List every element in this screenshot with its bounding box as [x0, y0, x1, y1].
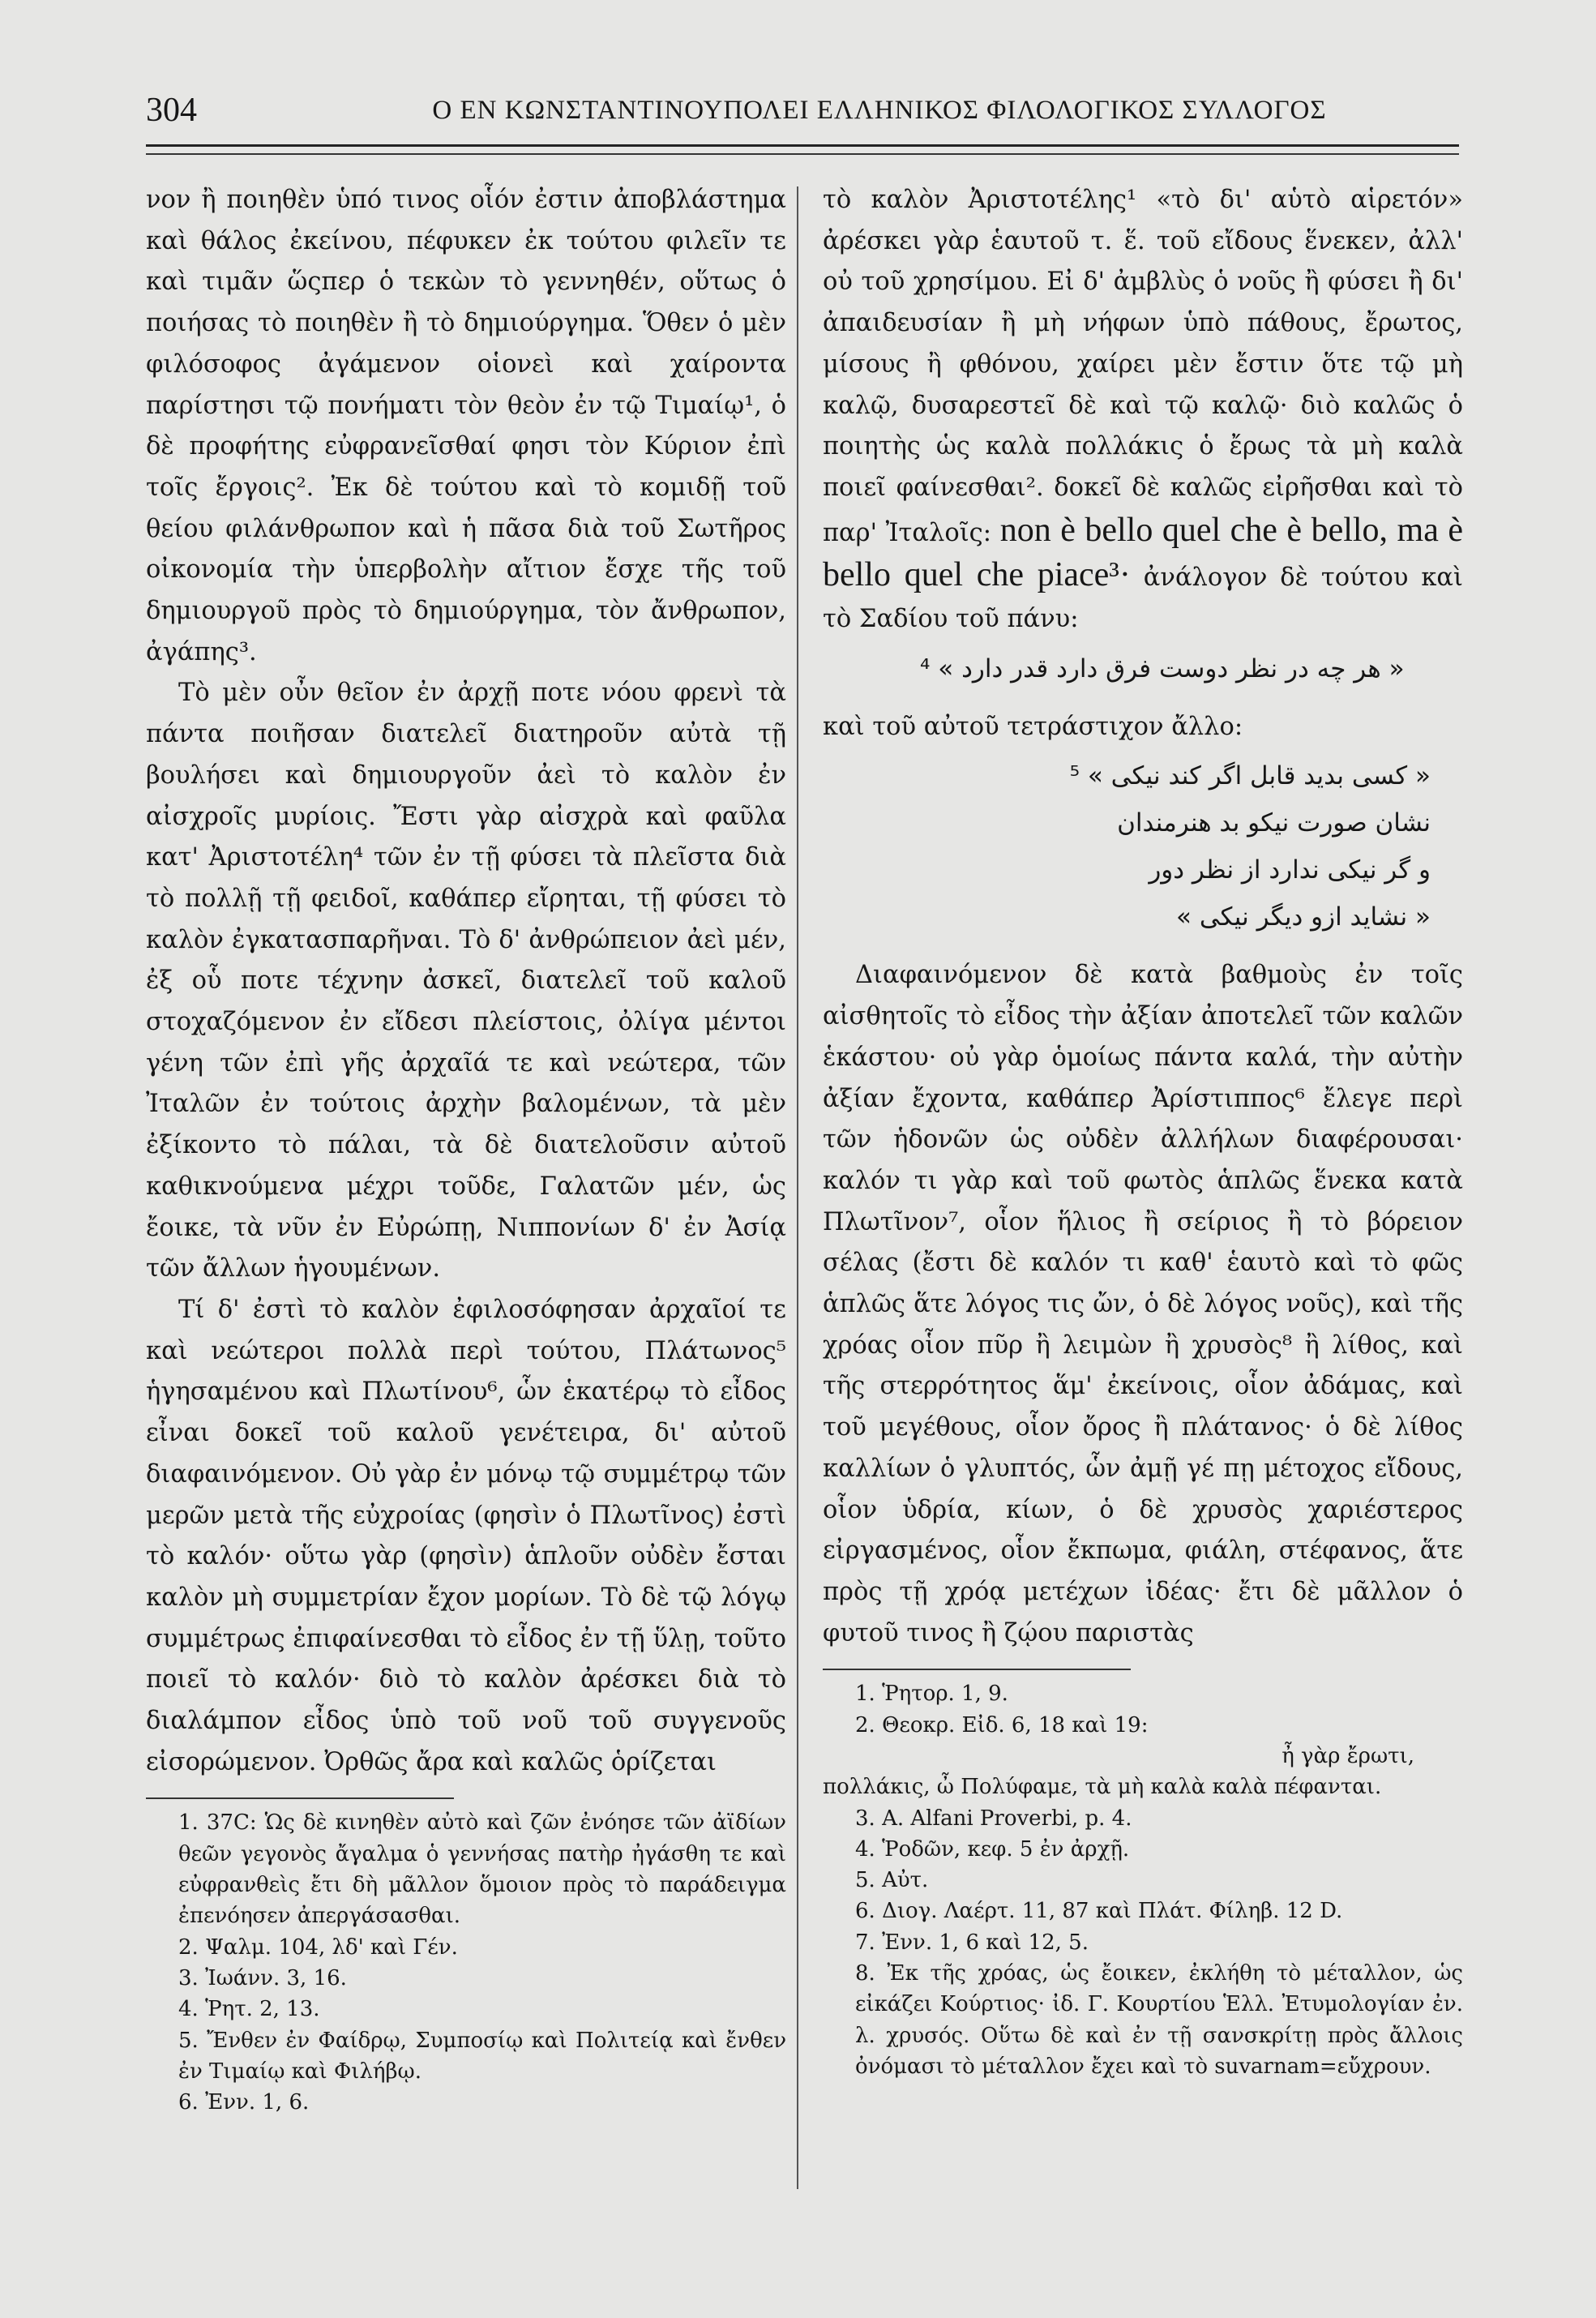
italian-proverb: non è bello quel che è bello, ma è bello quel che piace³· — [823, 511, 1463, 594]
footnote: 4. Ῥοδῶν, κεφ. 5 ἐν ἀρχῇ. — [855, 1836, 1130, 1862]
header-rule — [146, 144, 1459, 147]
right-body-text — [823, 180, 1463, 1654]
page-header — [146, 91, 1459, 133]
paragraph: καὶ τοῦ αὐτοῦ τετράστιχον ἄλλο: — [823, 712, 1243, 741]
footnote: 2. Θεοκρ. Εἰδ. 6, 18 καὶ 19: — [855, 1712, 1149, 1737]
left-footnotes — [146, 1807, 786, 2118]
header-rule-secondary — [146, 153, 1459, 155]
footnote-rule — [823, 1669, 1131, 1670]
paragraph: Τὸ μὲν οὖν θεῖον ἐν ἀρχῇ ποτε νόου φρενὶ τὰ πάντα ποιῆσαν διατελεῖ διατηροῦν αὐτὰ τῇ βουλήσει καὶ δημιουργοῦν ἀεὶ τὸ καλὸν ἐν αἰσχροῖς μυρίοις. Ἔστι γὰρ αἰσχρὰ καὶ φαῦλα κατ' Ἀριστοτέλη⁴ τῶν ἐν τῇ φύσει τὰ πλεῖστα διὰ τὸ πολλῇ τῇ φειδοῖ, καθάπερ εἴρηται, τῇ φύσει τὸ καλὸν ἐγκατασπαρῆναι. Τὸ δ' ἀνθρώπειον ἀεὶ μέν, ἐξ οὗ ποτε τέχνην ἀσκεῖ, διατελεῖ τοῦ καλοῦ στοχαζόμενον ἐν εἴδεσι πλείστοις, ὀλίγα μέντοι γένη τῶν ἐπὶ γῆς ἀρχαῖά τε καὶ νεώτερα, τῶν Ἰταλῶν ἐν τούτοις ἀρχὴν βαλομένων, τὰ μὲν ἐξίκοντο τὸ πάλαι, τὰ δὲ διατελοῦσιν αὐτοῦ καθικνούμενα μέχρι τοῦδε, Γαλατῶν μέν, ὡς ἔοικε, τὰ νῦν ἐν Εὐρώπῃ, Νιππονίων δ' ἐν Ἀσίᾳ τῶν ἄλλων ἡγουμένων. — [146, 679, 786, 1283]
verse-line: « نشاید ازو دیگر نیکی » — [1176, 902, 1431, 932]
verse-line: نشان صورت نیکو بد هنرمندان — [1117, 808, 1431, 838]
verse-line: « هر چه در نظر دوست فرق دارد قدر دارد » ⁴ — [920, 653, 1405, 683]
left-body-text — [146, 180, 786, 1783]
paragraph: Τί δ' ἐστὶ τὸ καλὸν ἐφιλοσόφησαν ἀρχαῖοί τε καὶ νεώτεροι πολλὰ περὶ τούτου, Πλάτωνος⁵ ἡγησαμένου καὶ Πλωτίνου⁶, ὧν ἑκατέρῳ τὸ εἶδος εἶναι δοκεῖ τοῦ καλοῦ γενέτειρα, δι' αὐτοῦ διαφαινόμενον. Οὐ γὰρ ἐν μόνῳ τῷ συμμέτρῳ τῶν μερῶν μετὰ τῆς εὐχροίας (φησὶν ὁ Πλωτῖνος) ἐστὶ τὸ καλόν· οὕτω γὰρ (φησὶν) ἁπλοῦν οὐδὲν ἔσται καλὸν μὴ συμμετρίαν ἔχον μορίων. Τὸ δὲ τῷ λόγῳ συμμέτρως ἐπιφαίνεσθαι τὸ εἶδος ἐν τῇ ὕλῃ, τοῦτο ποιεῖ τὸ καλόν· διὸ τὸ καλὸν ἀρέσκει διὰ τὸ διαλάμπον εἶδος ὑπὸ τοῦ νοῦ τοῦ συγγενοῦς εἰσορώμενον. Ὀρθῶς ἄρα καὶ καλῶς ὁρίζεται — [146, 1295, 786, 1776]
footnote: 7. Ἐνν. 1, 6 καὶ 12, 5. — [855, 1930, 1089, 1955]
page-number: 304 — [146, 92, 197, 129]
footnote: 1. 37C: Ὡς δὲ κινηθὲν αὐτὸ καὶ ζῶν ἐνόησε τῶν ἀϊδίων θεῶν γεγονὸς ἄγαλμα ὁ γεννήσας πατὴρ ἠγάσθη τε καὶ εὐφρανθεὶς ἔτι δὴ μᾶλλον ὅμοιον πρὸς τὸ παράδειγμα ἐπενόησεν ἀπεργάσασθαι. — [178, 1810, 786, 1929]
verse-line: « کسی بدید قابل اگر کند نیکی » ⁵ — [1069, 761, 1431, 791]
right-column — [823, 180, 1463, 2082]
footnote: 5. Ἔνθεν ἐν Φαίδρῳ, Συμποσίῳ καὶ Πολιτείᾳ καὶ ἔνθεν ἐν Τιμαίῳ καὶ Φιλήβῳ. — [178, 2028, 786, 2084]
column-divider — [797, 186, 798, 2189]
paragraph: νον ἢ ποιηθὲν ὑπό τινος οἷόν ἐστιν ἀποβλάστημα καὶ θάλος ἐκείνου, πέφυκεν ἐκ τούτου φιλεῖν τε καὶ τιμᾶν ὥςπερ ὁ τεκὼν τὸ γεννηθέν, οὕτως ὁ ποιήσας τὸ ποιηθὲν ἢ τὸ δημιούργημα. Ὅθεν ὁ μὲν φιλόσοφος ἀγάμενον οἱονεὶ καὶ χαίροντα παρίστησι τῷ πονήματι τὸν θεὸν ἐν τῷ Τιμαίῳ¹, ὁ δὲ προφήτης εὐφρανεῖσθαί φησι τὸν Κύριον ἐπὶ τοῖς ἔργοις². Ἐκ δὲ τούτου καὶ τὸ κομιδῇ τοῦ θείου φιλάνθρωπον καὶ ἡ πᾶσα διὰ τοῦ Σωτῆρος οἰκονομία τὴν ὑπερβολὴν αἴτιον ἔσχε τῆς τοῦ δημιουργοῦ πρὸς τὸ δημιούργημα, τὸν ἄνθρωπον, ἀγάπης³. — [146, 186, 786, 666]
footnote: 3. Ἰωάνν. 3, 16. — [178, 1965, 347, 1990]
footnote: 3. A. Alfani Proverbi, p. 4. — [855, 1806, 1132, 1831]
footnote: 4. Ῥητ. 2, 13. — [178, 1997, 320, 2022]
paragraph-text: τὸ καλὸν Ἀριστοτέλης¹ «τὸ δι' αὑτὸ αἱρετόν» ἀρέσκει γὰρ ἑαυτοῦ τ. ἕ. τοῦ εἴδους ἕνεκεν, ἀλλ' οὐ τοῦ χρησίμου. Εἰ δ' ἀμβλὺς ὁ νοῦς ἢ φύσει ἢ δι' ἀπαιδευσίαν ἢ μὴ νήφων ὑπὸ πάθους, ἔρωτος, μίσους ἢ φθόνου, χαίρει μὲν ἔστιν ὅτε τῷ μὴ καλῷ, δυσαρεστεῖ δὲ καὶ τῷ καλῷ· διὸ καλῶς ὁ ποιητὴς ὡς καλὰ πολλάκις ὁ ἔρως τὰ μὴ καλὰ ποιεῖ φαίνεσθαι². δοκεῖ δὲ καλῶς εἰρῆσθαι καὶ τὸ παρ' Ἰταλοῖς: — [823, 186, 1463, 547]
footnote: 2. Ψαλμ. 104, λδ' καὶ Γέν. — [178, 1935, 458, 1960]
persian-verse-1 — [823, 645, 1463, 692]
right-footnotes — [823, 1678, 1463, 2082]
running-title: Ο ΕΝ ΚΩΝΣΤΑΝΤΙΝΟΥΠΟΛΕΙ ΕΛΛΗΝΙΚΟΣ ΦΙΛΟΛΟΓΙΚΟΣ ΣΥΛΛΟΓΟΣ — [432, 96, 1327, 125]
footnote: 1. Ῥητορ. 1, 9. — [855, 1682, 1008, 1707]
paragraph — [823, 180, 1463, 641]
footnote: 6. Ἐνν. 1, 6. — [178, 2090, 310, 2115]
verse-line: و گر نیکی ندارد از نظر دور — [1149, 855, 1431, 885]
paragraph: Διαφαινόμενον δὲ κατὰ βαθμοὺς ἐν τοῖς αἰσθητοῖς τὸ εἶδος τὴν ἀξίαν ἀποτελεῖ τῶν καλῶν ἑκάστου· οὐ γὰρ ὁμοίως πάντα καλά, τὴν αὐτὴν ἀξίαν ἔχοντα, καθάπερ Ἀρίστιππος⁶ ἔλεγε περὶ τῶν ἡδονῶν ὡς οὐδὲν ἀλλήλων διαφέρουσαι· καλόν τι γὰρ καὶ τοῦ φωτὸς ἁπλῶς ἕνεκα κατὰ Πλωτῖνον⁷, οἷον ἥλιος ἢ σείριος ἢ τὸ βόρειον σέλας (ἔστι δὲ καλόν τι καθ' ἑαυτὸ καὶ τὸ φῶς ἁπλῶς ἅτε λόγος τις ὤν, ὁ δὲ λόγος νοῦς), καὶ τῆς χρόας οἷον πῦρ ἢ λειμὼν ἢ χρυσὸς⁸ ἢ λίθος, καὶ τῆς στερρότητος ἅμ' ἐκείνοις, οἷον ἀδάμας, καὶ τοῦ μεγέθους, οἷον ὄρος ἢ πλάτανος· ὁ δὲ λίθος καλλίων ὁ γλυπτός, ὧν ἀμῇ γέ πῃ μέτοχος εἴδους, οἷον ὑδρία, κίων, ὁ δὲ χρυσὸς χαριέστερος εἰργασμένος, οἷον ἔκπωμα, φιάλη, στέφανος, ἅτε πρὸς τῇ χρόᾳ μετέχων ἰδέας· ἔτι δὲ μᾶλλον ὁ φυτοῦ τινος ἢ ζῴου παριστὰς — [823, 961, 1463, 1647]
paragraph-text: ἀνάλογον δὲ τούτου καὶ τὸ Σαδίου τοῦ πάνυ: — [823, 563, 1463, 634]
footnote-quote: πολλάκις, ὦ Πολύφαμε, τὰ μὴ καλὰ καλὰ πέφανται. — [823, 1775, 1382, 1800]
footnote: 6. Διογ. Λαέρτ. 11, 87 καὶ Πλάτ. Φίληβ. 12 D. — [855, 1899, 1343, 1924]
footnote: 8. Ἐκ τῆς χρόας, ὡς ἔοικεν, ἐκλήθη τὸ μέταλλον, ὡς εἰκάζει Κούρτιος· ἰδ. Γ. Κουρτίου Ἑλλ. Ἐτυμολογίαν ἐν. λ. χρυσός. Οὕτω δὲ καὶ ἐν τῇ σανσκρίτῃ πρὸς ἄλλοις ὀνόμασι τὸ μέταλλον ἔχει καὶ τὸ suvarnam=εὔχρουν. — [855, 1961, 1463, 2079]
left-column — [146, 180, 786, 2118]
footnote-rule — [146, 1797, 454, 1799]
footnote: 5. Αὐτ. — [855, 1868, 929, 1893]
persian-verse-2 — [823, 752, 1463, 940]
footnote-quote: ἦ γὰρ ἔρωτι, — [1282, 1743, 1414, 1768]
